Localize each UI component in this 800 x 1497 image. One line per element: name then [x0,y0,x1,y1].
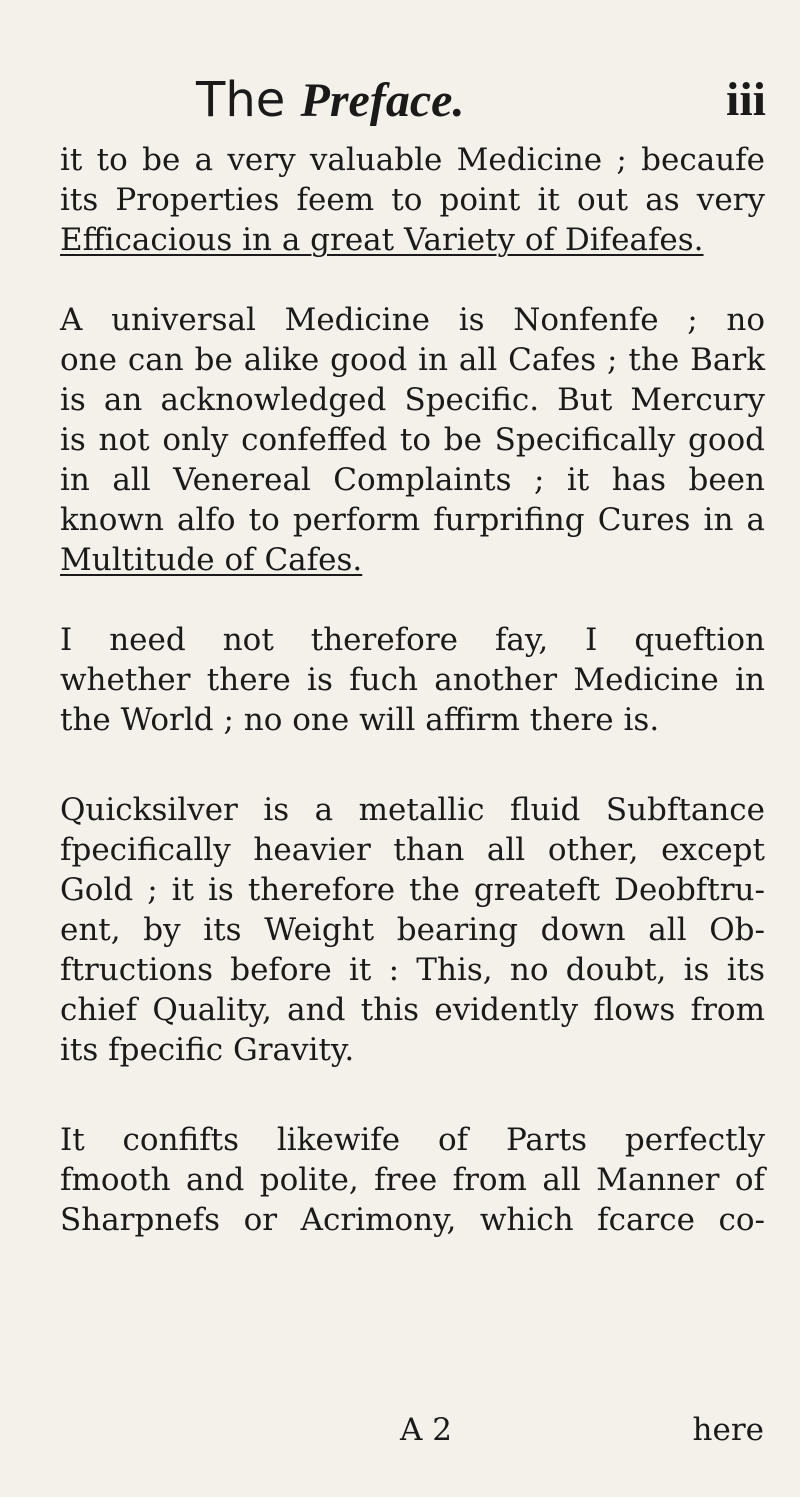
text-line: fpecifically heavier than all other, except [60,832,765,868]
text-line: ftructions before it : This, no doubt, is its [60,952,765,988]
text-line: it to be a very valuable Medicine ; becaufe [60,142,765,178]
text-line: is not only confeffed to be Specifically good [60,422,765,458]
text-line: Gold ; it is therefore the greateft Deobftru- [60,872,765,908]
running-header [196,72,766,129]
text-line: ent, by its Weight bearing down all Ob- [60,912,765,948]
text-line: its fpecific Gravity. [60,1032,355,1068]
text-line: Quicksilver is a metallic fluid Subftance [60,792,765,828]
text-line: chief Quality, and this evidently flows from [60,992,765,1028]
header-title-italic: Preface. [300,74,465,127]
text-line: Multitude of Cafes. [60,542,363,578]
text-line: I need not therefore fay, I queftion [60,622,765,658]
text-line: fmooth and polite, free from all Manner of [60,1162,765,1198]
text-line: its Properties feem to point it out as very [60,182,765,218]
header-title: The [196,72,286,128]
text-line: is an acknowledged Specific. But Mercury [60,382,765,418]
text-line: in all Venereal Complaints ; it has been [60,462,765,498]
text-line: known alfo to perform furprifing Cures in a [60,502,765,538]
text-line: the World ; no one will affirm there is. [60,702,660,738]
page-number: iii [725,73,766,126]
text-line: A universal Medicine is Nonfenfe ; no [60,302,765,338]
text-line: Sharpnefs or Acrimony, which fcarce co- [60,1202,765,1238]
text-line: It confifts likewife of Parts perfectly [60,1122,765,1158]
signature-mark: A 2 [400,1412,452,1448]
text-line: whether there is fuch another Medicine in [60,662,765,698]
catchword: here [692,1412,764,1448]
text-line: one can be alike good in all Cafes ; the Bark [60,342,765,378]
text-line: Efficacious in a great Variety of Difeafes. [60,222,704,258]
